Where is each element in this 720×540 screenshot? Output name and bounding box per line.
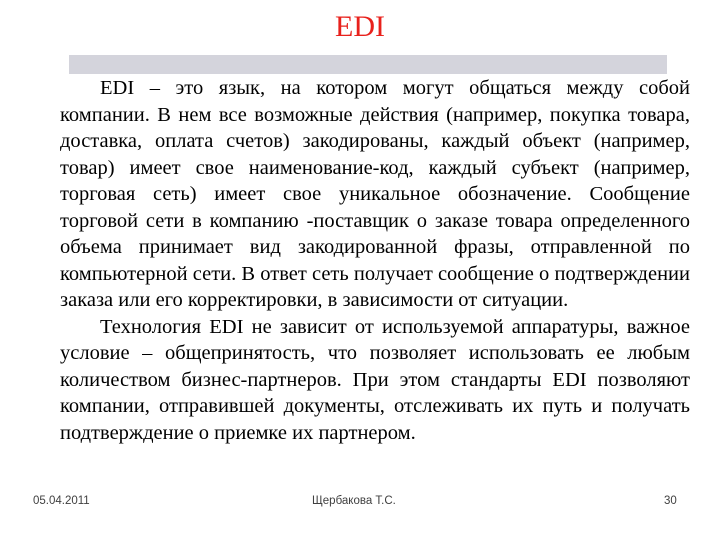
slide-body — [60, 75, 690, 446]
paragraph-edi-definition: EDI – это язык, на котором могут общаться между собой компании. В нем все возможные действия (например, покупка товара, доставка, оплата счетов) закодированы, каждый объект (например, товар) имеет свое наименование-код, каждый субъект (например, торговая сеть) имеет свое уникальное обозначение. Сообщение торговой сети в компанию -поставщик о заказе товара определенного объема принимает вид закодированной фразы, отправленной по компьютерной сети. В ответ сеть получает сообщение о подтверждении заказа или его корректировки, в зависимости от ситуации. — [60, 77, 690, 311]
footer-author: Щербакова Т.С. — [312, 495, 396, 507]
title-underline-bar — [69, 55, 667, 74]
footer-page-number: 30 — [664, 495, 677, 507]
footer-date: 05.04.2011 — [33, 495, 90, 507]
slide-title: EDI — [335, 10, 385, 43]
paragraph-edi-technology: Технология EDI не зависит от используемой аппаратуры, важное условие – общепринятость, что позволяет использовать ее любым количеством бизнес-партнеров. При этом стандарты EDI позволяют компании, отправившей документы, отслеживать их путь и получать подтверждение о приемке их партнером. — [60, 315, 690, 444]
